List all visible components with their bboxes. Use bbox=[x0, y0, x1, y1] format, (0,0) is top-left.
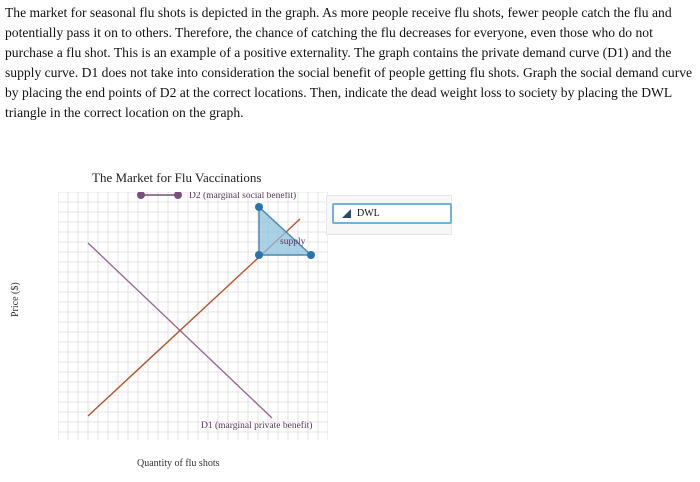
triangle-icon bbox=[342, 209, 351, 218]
dwl-vertex-right[interactable] bbox=[307, 251, 315, 259]
grid-lines bbox=[58, 192, 328, 440]
d1-label: D1 (marginal private benefit) bbox=[201, 421, 313, 431]
tool-palette bbox=[326, 195, 452, 235]
graph-canvas[interactable] bbox=[58, 192, 328, 440]
question-text: The market for seasonal flu shots is depicted in the graph. As more people receive flu shots, fewer people catch the flu and potentially pass it on to others. Therefore, the chance of catching the flu decreases for everyone, even those who do not purchase a flu shot. This is an example of a positive externality. The graph contains the private demand curve (D1) and the supply curve. D1 does not take into consideration the social benefit of people getting flu shots. Graph the social demand curve by placing the end points of D2 at the correct locations. Then, indicate the dead weight loss to society by placing the DWL triangle in the correct location on the graph. bbox=[5, 5, 693, 120]
d2-label: D2 (marginal social benefit) bbox=[189, 192, 297, 201]
dwl-triangle[interactable] bbox=[259, 207, 311, 255]
dwl-vertex-top[interactable] bbox=[255, 203, 263, 211]
supply-label: supply bbox=[280, 237, 306, 247]
y-axis-label: Price ($) bbox=[10, 282, 21, 317]
dwl-vertex-left[interactable] bbox=[255, 251, 263, 259]
dwl-tool-button[interactable] bbox=[332, 203, 452, 224]
dwl-tool-label: DWL bbox=[357, 208, 380, 219]
graph-title: The Market for Flu Vaccinations bbox=[92, 170, 262, 185]
graph-area[interactable] bbox=[58, 192, 328, 440]
x-axis-label: Quantity of flu shots bbox=[137, 458, 220, 469]
d2-endpoint-right[interactable] bbox=[174, 192, 182, 199]
